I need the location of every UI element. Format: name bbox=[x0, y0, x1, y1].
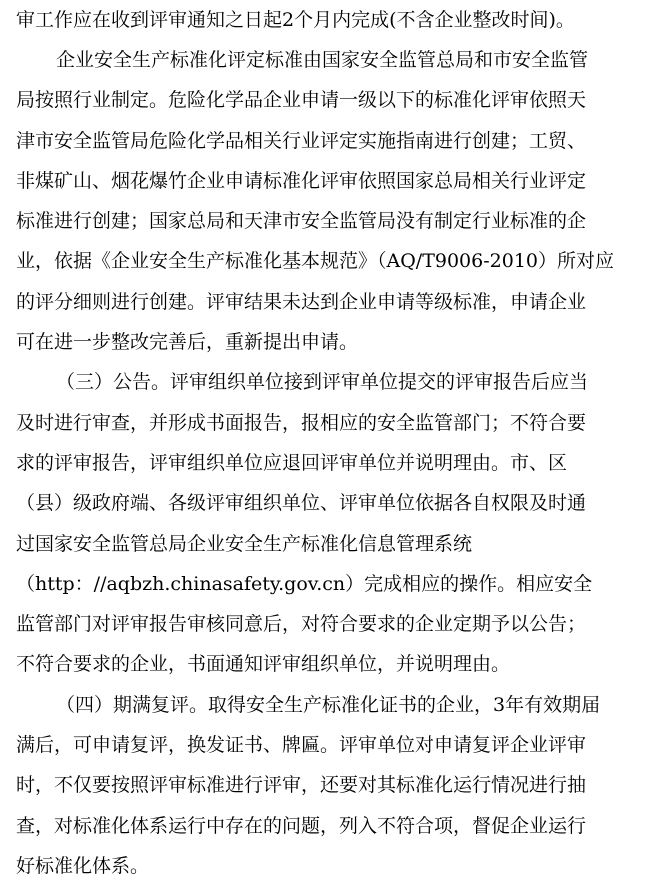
text-line: 局按照行业制定。危险化学品企业申请一级以下的标准化评审依照天 bbox=[16, 89, 587, 112]
url-line: （http：//aqbzh.chinasafety.gov.cn）完成相应的操作。相应安全 bbox=[16, 572, 593, 595]
text-line: 查，对标准化体系运行中存在的问题，列入不符合项，督促企业运行 bbox=[16, 814, 587, 837]
text-line: 津市安全监管局危险化学品相关行业评定实施指南进行创建；工贸、 bbox=[16, 129, 587, 152]
text-line: （县）级政府端、各级评审组织单位、评审单位依据各自权限及时通 bbox=[16, 492, 587, 515]
text-line: 及时进行审查，并形成书面报告，报相应的安全监管部门；不符合要 bbox=[16, 411, 587, 434]
text-line: 可在进一步整改完善后，重新提出申请。 bbox=[16, 331, 359, 354]
text-line: 过国家安全监管总局企业安全生产标准化信息管理系统 bbox=[16, 532, 473, 555]
section-heading-line: （四）期满复评。取得安全生产标准化证书的企业，3年有效期届 bbox=[56, 693, 601, 716]
text-line: 非煤矿山、烟花爆竹企业申请标准化评审依照国家总局相关行业评定 bbox=[16, 169, 587, 192]
text-line: 标准进行创建；国家总局和天津市安全监管局没有制定行业标准的企 bbox=[16, 210, 587, 233]
text-line: 不符合要求的企业，书面通知评审组织单位，并说明理由。 bbox=[16, 653, 511, 676]
text-line: 满后，可申请复评，换发证书、牌匾。评审单位对申请复评企业评审 bbox=[16, 734, 587, 757]
paragraph-start-line: 企业安全生产标准化评定标准由国家安全监管总局和市安全监管 bbox=[56, 49, 589, 71]
text-line: 的评分细则进行创建。评审结果未达到企业申请等级标准，申请企业 bbox=[16, 290, 587, 313]
text-line: 时，不仅要按照评审标准进行评审，还要对其标准化运行情况进行抽 bbox=[16, 774, 587, 797]
text-line: 审工作应在收到评审通知之日起2个月内完成(不含企业整改时间)。 bbox=[16, 9, 575, 31]
text-line: 业，依据《企业安全生产标准化基本规范》（AQ/T9006-2010）所对应 bbox=[16, 250, 615, 273]
section-heading-line: （三）公告。评审组织单位接到评审单位提交的评审报告后应当 bbox=[56, 371, 589, 394]
document-body bbox=[16, 0, 656, 886]
text-line: 好标准化体系。 bbox=[16, 854, 150, 877]
text-line: 求的评审报告，评审组织单位应退回评审单位并说明理由。市、区 bbox=[16, 451, 568, 474]
text-line: 监管部门对评审报告审核同意后，对符合要求的企业定期予以公告； bbox=[16, 613, 587, 636]
